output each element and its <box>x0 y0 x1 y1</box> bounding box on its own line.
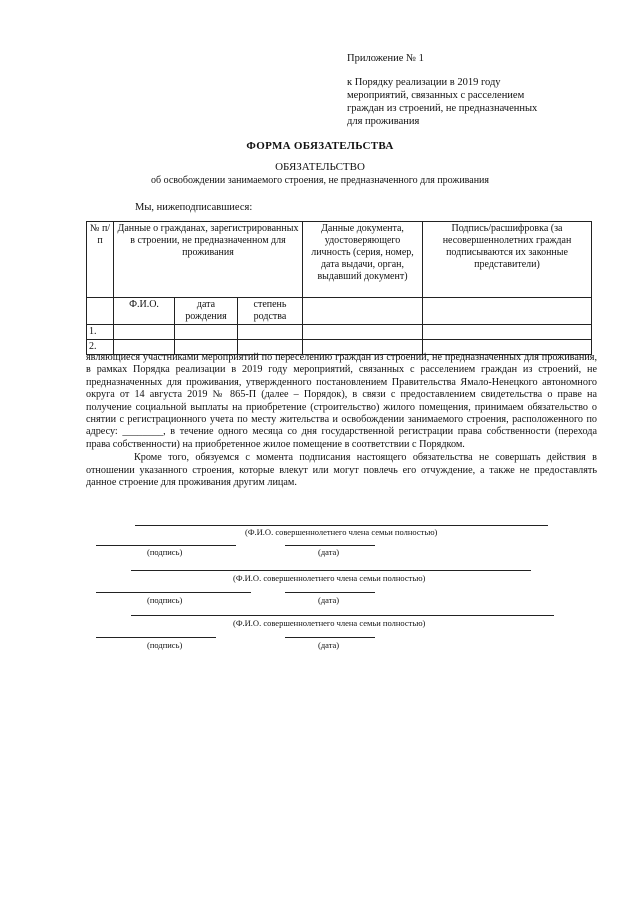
date-line[interactable] <box>285 545 375 546</box>
signature-caption: (подпись) <box>147 595 183 605</box>
undersigned-intro: Мы, нижеподписавшиеся: <box>135 202 253 213</box>
signature-line[interactable] <box>96 592 251 593</box>
subheader-birth-date: дата рождения <box>175 298 238 325</box>
signature-caption: (подпись) <box>147 640 183 650</box>
obligation-text <box>86 352 597 489</box>
fio-caption: (Ф.И.О. совершеннолетнего члена семьи полностью) <box>233 618 426 628</box>
paragraph-additional: Кроме того, обязуемся с момента подписания настоящего обязательства не совершать действия в отношении указанного строения, которые влекут или могут повлечь его отчуждение, а также не предоставлять данное строение для проживания другим лицам. <box>86 452 597 489</box>
subheader-fio: Ф.И.О. <box>114 298 175 325</box>
signatories-table <box>86 221 592 355</box>
header-citizens: Данные о гражданах, зарегистрированных в строении, не предназначенном для проживания <box>114 222 303 298</box>
header-signature: Подпись/расшифровка (за несовершеннолетних граждан подписываются их законные представители) <box>423 222 592 298</box>
date-caption: (дата) <box>318 547 340 557</box>
appendix-header <box>347 52 537 128</box>
fio-caption: (Ф.И.О. совершеннолетнего члена семьи полностью) <box>245 527 438 537</box>
appendix-number: Приложение № 1 <box>347 53 424 64</box>
paragraph-main: являющиеся участниками мероприятий по переселению граждан из строений, не предназначенных для проживания, в рамках Порядка реализации в 2019 году мероприятий, связанных с расселением граждан из строений, не предназначенных для проживания, утвержденного постановлением Правительства Ямало-Ненецкого автономного округа от 14 августа 2019 № 865-П (далее – Порядок), в связи с предоставлением свидетельства о праве на получение социальной выплаты на приобретение (строительство) жилого помещения, принимаем обязательство о снятии с регистрационного учета по месту жительства и освобождении занимаемого строения, расположенного по адресу: ________, в течение одного месяца со дня государственной регистрации права собственности (перехода права собственности) на приобретенное жилое помещение в соответствии с Порядком. <box>86 352 597 450</box>
row-number: 2. <box>87 340 114 355</box>
header-document: Данные документа, удостоверяющего личность (серия, номер, дата выдачи, орган, выдавший документ) <box>303 222 423 298</box>
appendix-line-2: мероприятий, связанных с расселением <box>347 90 525 101</box>
date-caption: (дата) <box>318 595 340 605</box>
appendix-line-4: для проживания <box>347 116 420 127</box>
form-title: ФОРМА ОБЯЗАТЕЛЬСТВА <box>246 140 394 152</box>
appendix-line-3: граждан из строений, не предназначенных <box>347 103 538 114</box>
row-number: 1. <box>87 325 114 340</box>
signature-line[interactable] <box>96 545 236 546</box>
fio-caption: (Ф.И.О. совершеннолетнего члена семьи полностью) <box>233 573 426 583</box>
header-number: № п/п <box>87 222 114 298</box>
signature-line[interactable] <box>96 637 216 638</box>
date-caption: (дата) <box>318 640 340 650</box>
subheader-relation: степень родства <box>238 298 303 325</box>
date-line[interactable] <box>285 637 375 638</box>
appendix-line-1: к Порядку реализации в 2019 году <box>347 77 501 88</box>
fio-line[interactable] <box>131 570 531 571</box>
signature-caption: (подпись) <box>147 547 183 557</box>
fio-line[interactable] <box>131 615 554 616</box>
document-subtitle: об освобождении занимаемого строения, не предназначенного для проживания <box>150 175 490 186</box>
fio-line[interactable] <box>135 525 548 526</box>
date-line[interactable] <box>285 592 375 593</box>
table-row <box>87 325 592 340</box>
document-title: ОБЯЗАТЕЛЬСТВО <box>275 161 365 173</box>
